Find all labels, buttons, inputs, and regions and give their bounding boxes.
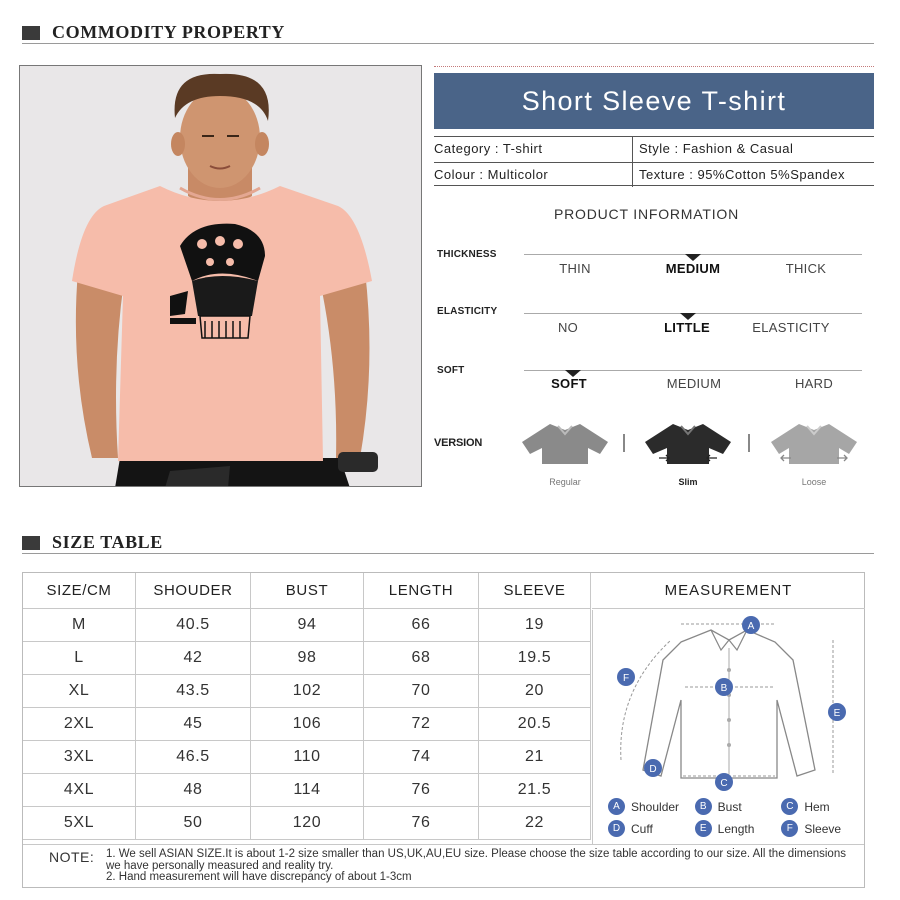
property-row — [434, 162, 874, 186]
table-cell: 76 — [364, 774, 479, 807]
legend-badge-icon: B — [695, 798, 712, 815]
note-label: NOTE: — [49, 849, 95, 865]
slim-shirt-icon — [643, 420, 733, 466]
badge-e-icon — [828, 703, 846, 721]
svg-text:C: C — [720, 778, 728, 789]
section-title: SIZE TABLE — [52, 532, 163, 552]
table-cell: 19 — [479, 609, 591, 642]
shirt-measurement-diagram — [593, 610, 866, 795]
section-marker — [22, 26, 40, 40]
table-cell: 21 — [479, 741, 591, 774]
thickness-option-medium: MEDIUM — [665, 261, 721, 276]
column-header: LENGTH — [364, 573, 479, 609]
product-title-banner: Short Sleeve T-shirt — [434, 73, 874, 129]
version-regular — [517, 420, 613, 487]
measurement-legend-row — [608, 820, 868, 837]
elasticity-option-little: LITTLE — [664, 320, 710, 335]
section-divider — [22, 43, 874, 44]
table-cell: 68 — [364, 642, 479, 675]
measurement-title: MEASUREMENT — [592, 573, 865, 609]
version-loose — [766, 420, 862, 487]
svg-text:B: B — [720, 683, 728, 694]
regular-shirt-icon — [520, 420, 610, 466]
property-style: Style : Fashion & Casual — [639, 141, 794, 156]
thickness-option-thick: THICK — [785, 261, 827, 276]
product-information-title: PRODUCT INFORMATION — [554, 206, 740, 222]
table-cell: 45 — [136, 708, 251, 741]
elasticity-label: ELASTICITY — [437, 306, 498, 317]
badge-a-icon — [742, 616, 760, 634]
table-cell: 5XL — [23, 807, 136, 840]
table-cell: 48 — [136, 774, 251, 807]
version-label: VERSION — [434, 437, 483, 449]
dotted-rule — [434, 66, 874, 67]
soft-option-hard: HARD — [794, 376, 834, 391]
note-line-2: 2. Hand measurement will have discrepancy of about 1-3cm — [106, 871, 412, 883]
table-cell: 72 — [364, 708, 479, 741]
table-cell: 94 — [251, 609, 364, 642]
table-cell: 106 — [251, 708, 364, 741]
legend-label: Hem — [804, 799, 830, 814]
elasticity-option-no: NO — [557, 320, 579, 335]
elasticity-option-elasticity: ELASTICITY — [752, 320, 830, 335]
version-caption-regular: Regular — [549, 477, 581, 487]
badge-c-icon — [715, 773, 733, 791]
table-row — [23, 807, 591, 840]
table-cell: L — [23, 642, 136, 675]
note-text — [106, 849, 856, 884]
legend-badge-icon: C — [781, 798, 798, 815]
legend-label: Length — [717, 821, 755, 836]
section-divider — [22, 553, 874, 554]
property-colour: Colour : Multicolor — [434, 167, 549, 182]
legend-badge-icon: A — [608, 798, 625, 815]
version-divider — [623, 434, 625, 452]
version-slim — [640, 420, 736, 487]
svg-text:A: A — [747, 621, 755, 632]
table-row — [23, 675, 591, 708]
thickness-option-thin: THIN — [559, 261, 591, 276]
legend-badge-icon: E — [695, 820, 712, 837]
table-cell: 40.5 — [136, 609, 251, 642]
size-note — [23, 844, 864, 888]
column-header: SLEEVE — [479, 573, 591, 609]
table-cell: M — [23, 609, 136, 642]
table-cell: 114 — [251, 774, 364, 807]
column-header: SHOUDER — [136, 573, 251, 609]
legend-item — [695, 798, 782, 815]
table-cell: 20 — [479, 675, 591, 708]
column-header: BUST — [251, 573, 364, 609]
table-cell: 2XL — [23, 708, 136, 741]
table-cell: 102 — [251, 675, 364, 708]
commodity-property-header — [22, 22, 285, 43]
svg-text:E: E — [833, 708, 841, 719]
measurement-legend-row — [608, 798, 868, 815]
table-cell: 21.5 — [479, 774, 591, 807]
table-cell: 70 — [364, 675, 479, 708]
table-row — [23, 642, 591, 675]
measurement-diagram — [592, 610, 865, 844]
table-cell: 76 — [364, 807, 479, 840]
legend-badge-icon: F — [781, 820, 798, 837]
svg-text:F: F — [622, 673, 630, 684]
legend-item — [608, 820, 695, 837]
legend-item — [695, 820, 782, 837]
legend-label: Bust — [717, 799, 742, 814]
table-cell: 43.5 — [136, 675, 251, 708]
size-table-header-row — [23, 573, 591, 609]
badge-b-icon — [715, 678, 733, 696]
soft-option-soft: SOFT — [551, 376, 587, 391]
table-cell: 3XL — [23, 741, 136, 774]
elasticity-marker-icon — [680, 313, 696, 320]
thickness-label: THICKNESS — [437, 249, 497, 260]
soft-option-medium: MEDIUM — [666, 376, 722, 391]
size-table-header — [22, 532, 163, 553]
table-row — [23, 708, 591, 741]
badge-d-icon — [644, 759, 662, 777]
table-cell: 20.5 — [479, 708, 591, 741]
version-divider — [748, 434, 750, 452]
soft-label: SOFT — [437, 365, 465, 376]
legend-badge-icon: D — [608, 820, 625, 837]
property-texture: Texture : 95%Cotton 5%Spandex — [639, 167, 846, 182]
table-row — [23, 609, 591, 642]
legend-item — [608, 798, 695, 815]
badge-f-icon — [617, 668, 635, 686]
legend-label: Shoulder — [631, 799, 680, 814]
property-row — [434, 137, 874, 161]
table-cell: 74 — [364, 741, 479, 774]
table-cell: 110 — [251, 741, 364, 774]
property-category: Category : T-shirt — [434, 141, 543, 156]
table-cell: 42 — [136, 642, 251, 675]
product-photo — [19, 65, 422, 487]
legend-item — [781, 798, 868, 815]
table-cell: 120 — [251, 807, 364, 840]
table-cell: 50 — [136, 807, 251, 840]
size-table — [22, 572, 865, 888]
section-title: COMMODITY PROPERTY — [52, 22, 285, 42]
legend-item — [781, 820, 868, 837]
table-cell: XL — [23, 675, 136, 708]
table-cell: 98 — [251, 642, 364, 675]
table-row — [23, 741, 591, 774]
column-header: SIZE/CM — [23, 573, 136, 609]
table-cell: 19.5 — [479, 642, 591, 675]
version-caption-slim: Slim — [678, 477, 698, 487]
legend-label: Sleeve — [804, 821, 842, 836]
svg-text:D: D — [649, 764, 657, 775]
table-row — [23, 774, 591, 807]
section-marker — [22, 536, 40, 550]
table-cell: 66 — [364, 609, 479, 642]
legend-label: Cuff — [631, 821, 653, 836]
table-cell: 46.5 — [136, 741, 251, 774]
note-line-1: 1. We sell ASIAN SIZE.It is about 1-2 size smaller than US,UK,AU,EU size. Please choose the size table according to our size. All the dimensions we have personally measured and reality try. — [106, 848, 846, 872]
thickness-marker-icon — [685, 254, 701, 261]
table-cell: 4XL — [23, 774, 136, 807]
loose-shirt-icon — [769, 420, 859, 466]
version-caption-loose: Loose — [801, 477, 827, 487]
table-cell: 22 — [479, 807, 591, 840]
product-properties — [434, 136, 874, 186]
